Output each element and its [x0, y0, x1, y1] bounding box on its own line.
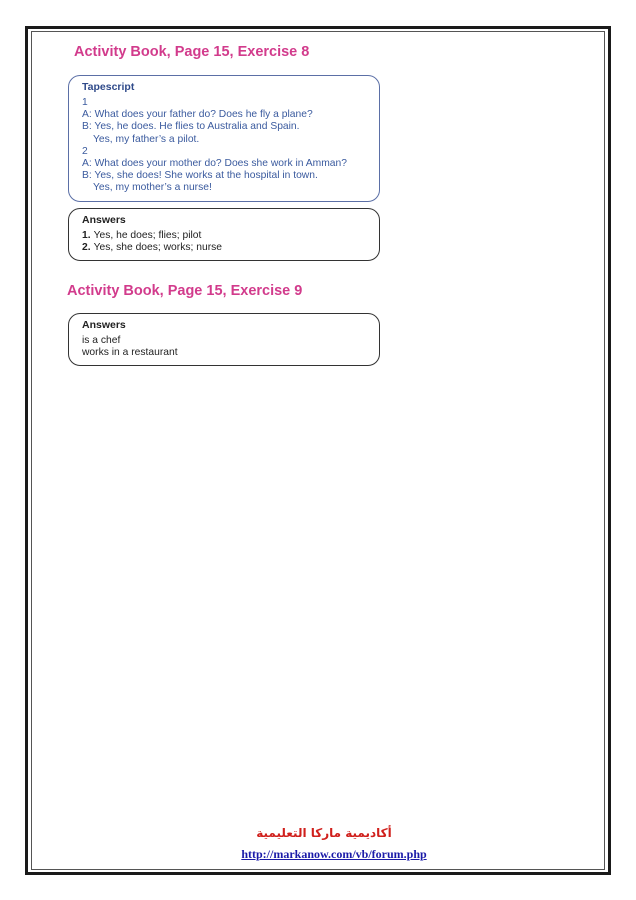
footer-link-container [0, 847, 636, 862]
tapescript-line: A: What does your father do? Does he fly a plane? [82, 109, 313, 121]
answers-title: Answers [82, 319, 126, 331]
answer-line: works in a restaurant [82, 347, 178, 359]
answer-number: 1. [82, 230, 91, 241]
answer-line: is a chef [82, 335, 121, 346]
exercise-8-heading: Activity Book, Page 15, Exercise 8 [74, 44, 310, 60]
answer-item [82, 242, 367, 254]
footer-academy-name: أكاديمية ماركا التعليمية [256, 826, 392, 840]
exercise-9-heading: Activity Book, Page 15, Exercise 9 [67, 283, 303, 299]
answers-box-exercise-9 [68, 313, 380, 366]
answer-text: Yes, she does; works; nurse [93, 242, 222, 254]
tapescript-line: 2 [82, 145, 88, 157]
tapescript-line: B: Yes, she does! She works at the hospital in town. [82, 170, 318, 182]
answer-item [82, 230, 367, 242]
answer-text: Yes, he does; flies; pilot [93, 230, 202, 241]
tapescript-title: Tapescript [82, 81, 135, 93]
tapescript-line: Yes, my father’s a pilot. [93, 133, 200, 145]
tapescript-line: A: What does your mother do? Does she work in Amman? [82, 158, 347, 170]
footer-forum-link[interactable]: http://markanow.com/vb/forum.php [241, 847, 427, 861]
answer-number: 2. [82, 242, 91, 254]
answers-title: Answers [82, 214, 126, 226]
answers-box-exercise-8 [68, 208, 380, 261]
tapescript-box [68, 75, 380, 202]
tapescript-line: Yes, my mother’s a nurse! [93, 182, 212, 194]
tapescript-line: 1 [82, 97, 88, 108]
tapescript-line: B: Yes, he does. He flies to Australia and Spain. [82, 121, 300, 133]
